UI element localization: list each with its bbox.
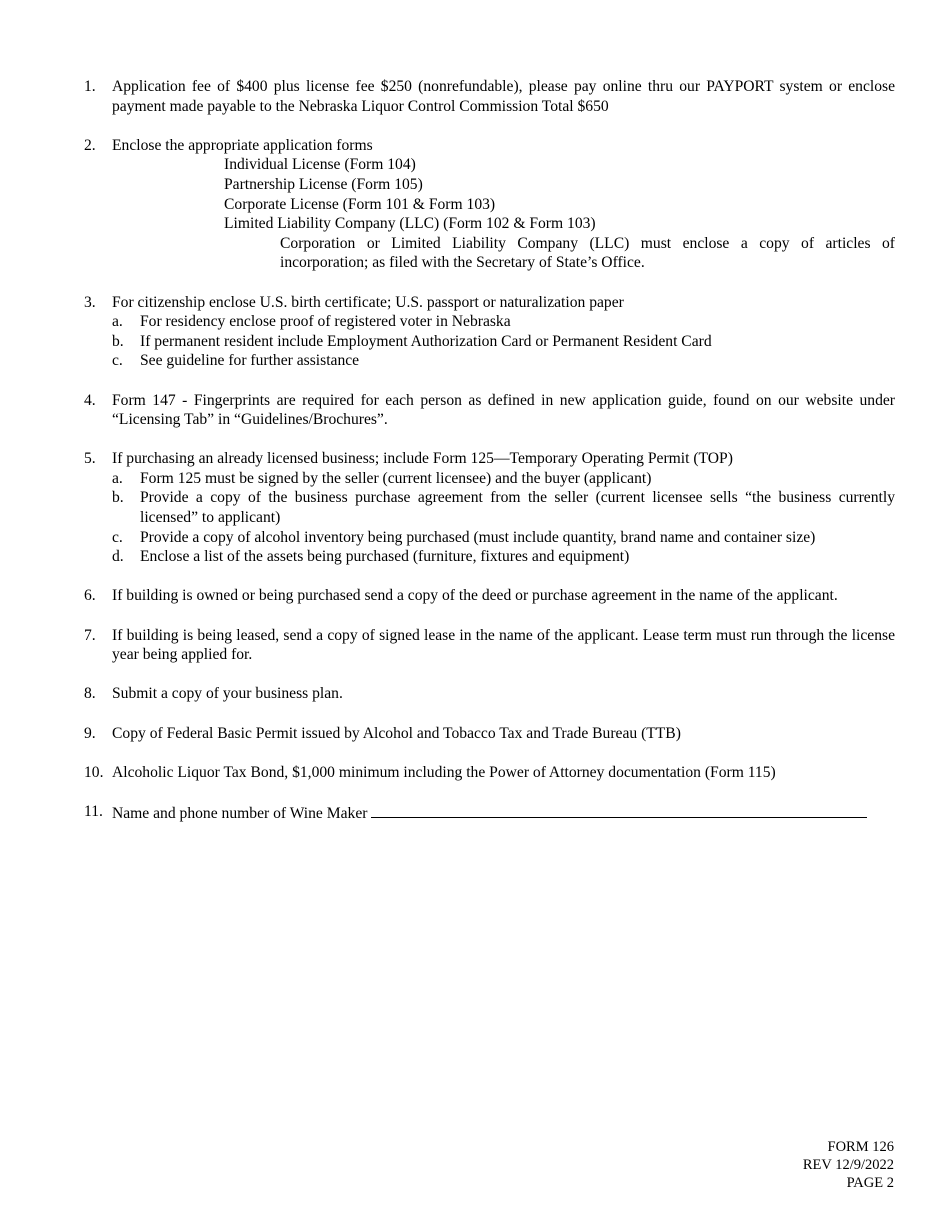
- sub-item-letter: b.: [112, 489, 124, 507]
- item-text: Enclose the appropriate application forms: [112, 136, 373, 154]
- item-text: Name and phone number of Wine Maker: [112, 804, 368, 822]
- sub-item: [84, 332, 895, 352]
- list-item-2: [84, 136, 895, 273]
- list-item-10: [84, 763, 895, 783]
- requirements-list: [84, 77, 895, 843]
- wine-maker-fill-line[interactable]: [371, 802, 867, 818]
- sub-item-letter: a.: [112, 469, 123, 487]
- sub-item-text: See guideline for further assistance: [140, 352, 360, 370]
- item-number: 8.: [84, 685, 96, 703]
- item-text: Alcoholic Liquor Tax Bond, $1,000 minimum including the Power of Attorney documentation (Form 115): [112, 763, 776, 781]
- item-text: Submit a copy of your business plan.: [112, 685, 343, 703]
- form-entry: Limited Liability Company (LLC) (Form 102 & Form 103): [224, 215, 596, 233]
- item-number: 5.: [84, 450, 96, 468]
- list-item-1: [84, 77, 895, 116]
- sub-item-letter: b.: [112, 332, 124, 350]
- sub-item: [84, 488, 895, 527]
- item-text: Copy of Federal Basic Permit issued by Alcohol and Tobacco Tax and Trade Bureau (TTB): [112, 724, 681, 742]
- sub-item-text: If permanent resident include Employment Authorization Card or Permanent Resident Card: [140, 332, 712, 350]
- item-number: 10.: [84, 763, 104, 781]
- item-text: Form 147 - Fingerprints are required for each person as defined in new application guide, found on our website under “Licensing Tab” in “Guidelines/Brochures”.: [112, 391, 895, 429]
- sub-item-text: Enclose a list of the assets being purchased (furniture, fixtures and equipment): [140, 548, 630, 566]
- item-text: Application fee of $400 plus license fee $250 (nonrefundable), please pay online thru our PAYPORT system or enclose payment made payable to the Nebraska Liquor Control Commission Total $650: [112, 78, 895, 115]
- sub-item: [84, 312, 895, 332]
- sub-item: [84, 469, 895, 489]
- revision-date: REV 12/9/2022: [802, 1157, 894, 1173]
- sub-item: [84, 351, 895, 371]
- form-entry: Corporate License (Form 101 & Form 103): [224, 195, 496, 213]
- sub-item-text: For residency enclose proof of registered voter in Nebraska: [140, 313, 511, 331]
- item-number: 4.: [84, 391, 96, 409]
- sub-item-text: Provide a copy of alcohol inventory being purchased (must include quantity, brand name and container size): [140, 528, 816, 546]
- item-number: 11.: [84, 802, 103, 820]
- form-entry: Individual License (Form 104): [224, 156, 416, 174]
- list-item-3: [84, 293, 895, 371]
- item-number: 7.: [84, 626, 96, 644]
- sub-item-letter: d.: [112, 548, 124, 566]
- page-number: PAGE 2: [846, 1175, 894, 1191]
- list-item-7: [84, 626, 895, 665]
- list-item-8: [84, 684, 895, 704]
- list-item-5: [84, 449, 895, 567]
- sub-item-letter: c.: [112, 528, 123, 546]
- item-number: 1.: [84, 78, 96, 95]
- list-item-9: [84, 724, 895, 744]
- item-number: 2.: [84, 136, 96, 154]
- item-number: 3.: [84, 293, 96, 311]
- sub-item-letter: a.: [112, 313, 123, 331]
- list-item-11: [84, 802, 895, 824]
- list-item-6: [84, 586, 895, 606]
- application-forms-list: [112, 155, 895, 233]
- form-footer: [803, 1138, 894, 1192]
- item-number: 9.: [84, 724, 96, 742]
- sub-item-text: Provide a copy of the business purchase agreement from the seller (current licensee sells “the business currently licensed” to applicant): [140, 489, 895, 527]
- item-text: If building is being leased, send a copy of signed lease in the name of the applicant. Lease term must run through the license year being applied for.: [112, 626, 895, 664]
- sub-item-text: Form 125 must be signed by the seller (current licensee) and the buyer (applicant): [140, 469, 652, 487]
- sub-item: [84, 547, 895, 567]
- sub-item: [84, 528, 895, 548]
- item-text: If building is owned or being purchased send a copy of the deed or purchase agreement in the name of the applicant.: [112, 587, 838, 605]
- form-number: FORM 126: [827, 1139, 894, 1155]
- sub-item-letter: c.: [112, 352, 123, 370]
- list-item-4: [84, 391, 895, 430]
- item-text: For citizenship enclose U.S. birth certificate; U.S. passport or naturalization paper: [112, 293, 624, 311]
- item-number: 6.: [84, 587, 96, 605]
- item-text: If purchasing an already licensed business; include Form 125—Temporary Operating Permit (TOP): [112, 450, 733, 468]
- form-entry: Partnership License (Form 105): [224, 175, 423, 193]
- llc-note: Corporation or Limited Liability Company (LLC) must enclose a copy of articles of incorporation; as filed with the Secretary of State’s Office.: [280, 234, 895, 272]
